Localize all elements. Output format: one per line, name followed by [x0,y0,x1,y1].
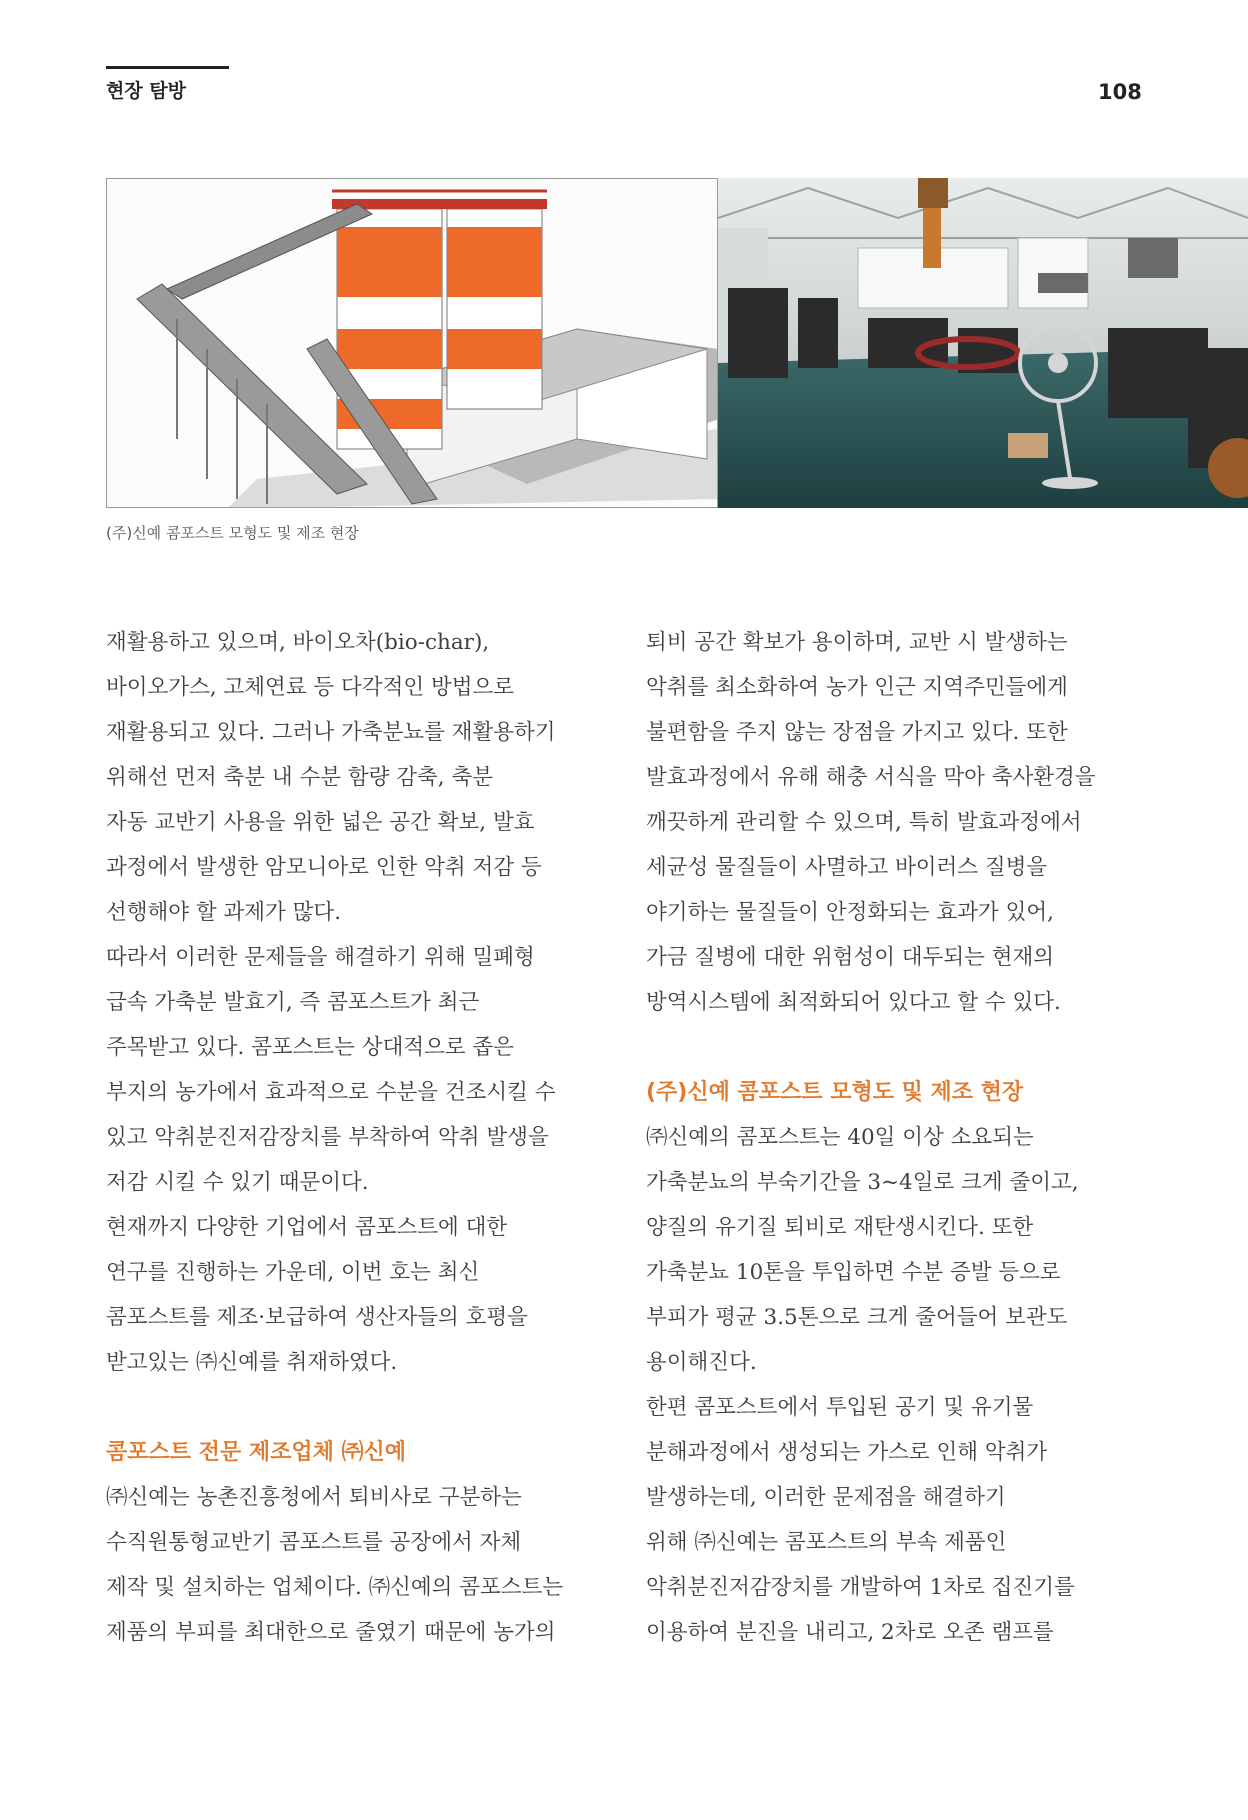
body-line: 현재까지 다양한 기업에서 콤포스트에 대한 [106,1215,508,1240]
section-label: 현장 탐방 [106,80,187,102]
body-line: 위해 ㈜신예는 콤포스트의 부속 제품인 [646,1530,1007,1555]
body-line: 불편함을 주지 않는 장점을 가지고 있다. 또한 [646,720,1068,745]
body-line: 한편 콤포스트에서 투입된 공기 및 유기물 [646,1395,1034,1420]
body-line: 부지의 농가에서 효과적으로 수분을 건조시킬 수 [106,1080,556,1105]
body-line: 양질의 유기질 퇴비로 재탄생시킨다. 또한 [646,1215,1034,1240]
body-line: 과정에서 발생한 암모니아로 인한 악취 저감 등 [106,855,542,880]
figure-caption: (주)신예 콤포스트 모형도 및 제조 현장 [106,524,359,542]
body-line: 있고 악취분진저감장치를 부착하여 악취 발생을 [106,1125,549,1150]
body-line: 콤포스트를 제조·보급하여 생산자들의 호평을 [106,1305,528,1330]
body-line: 이용하여 분진을 내리고, 2차로 오존 램프를 [646,1620,1054,1645]
body-line: ㈜신예는 농촌진흥청에서 퇴비사로 구분하는 [106,1485,522,1510]
compost-model-image [106,178,718,508]
body-line: 재활용하고 있으며, 바이오차(bio-char), [106,630,490,655]
body-line: 가축분뇨의 부숙기간을 3~4일로 크게 줄이고, [646,1170,1079,1195]
body-line: 제작 및 설치하는 업체이다. ㈜신예의 콤포스트는 [106,1575,564,1600]
body-line: 깨끗하게 관리할 수 있으며, 특히 발효과정에서 [646,810,1082,835]
body-line: 선행해야 할 과제가 많다. [106,900,342,925]
section-heading-right: (주)신예 콤포스트 모형도 및 제조 현장 [646,1080,1024,1105]
body-line: 주목받고 있다. 콤포스트는 상대적으로 좁은 [106,1035,515,1060]
body-line: 발생하는데, 이러한 문제점을 해결하기 [646,1485,1006,1510]
body-line: 저감 시킬 수 있기 때문이다. [106,1170,369,1195]
body-line: 가금 질병에 대한 위험성이 대두되는 현재의 [646,945,1055,970]
body-line: ㈜신예의 콤포스트는 40일 이상 소요되는 [646,1125,1034,1150]
left-column [106,620,616,1655]
body-line: 가축분뇨 10톤을 투입하면 수분 증발 등으로 [646,1260,1061,1285]
page-number: 108 [1098,80,1142,104]
body-line: 퇴비 공간 확보가 용이하며, 교반 시 발생하는 [646,630,1068,655]
right-column [646,620,1156,1655]
body-line: 부피가 평균 3.5톤으로 크게 줄어들어 보관도 [646,1305,1068,1330]
body-line: 용이해진다. [646,1350,757,1375]
section-heading-left: 콤포스트 전문 제조업체 ㈜신예 [106,1440,407,1465]
figure [106,178,1248,508]
body-line: 수직원통형교반기 콤포스트를 공장에서 자체 [106,1530,522,1555]
body-line: 위해선 먼저 축분 내 수분 함량 감축, 축분 [106,765,493,790]
body-line: 받고있는 ㈜신예를 취재하였다. [106,1350,398,1375]
body-line: 발효과정에서 유해 해충 서식을 막아 축사환경을 [646,765,1096,790]
body-line: 방역시스템에 최적화되어 있다고 할 수 있다. [646,990,1061,1015]
body-line: 급속 가축분 발효기, 즉 콤포스트가 최근 [106,990,480,1015]
body-line: 제품의 부피를 최대한으로 줄였기 때문에 농가의 [106,1620,556,1645]
body-line: 따라서 이러한 문제들을 해결하기 위해 밀폐형 [106,945,535,970]
body-line: 야기하는 물질들이 안정화되는 효과가 있어, [646,900,1055,925]
body-line: 악취를 최소화하여 농가 인근 지역주민들에게 [646,675,1068,700]
body-line: 재활용되고 있다. 그러나 가축분뇨를 재활용하기 [106,720,556,745]
body-line: 자동 교반기 사용을 위한 넓은 공간 확보, 발효 [106,810,535,835]
factory-photo [718,178,1248,508]
body-line: 분해과정에서 생성되는 가스로 인해 악취가 [646,1440,1048,1465]
body-line: 연구를 진행하는 가운데, 이번 호는 최신 [106,1260,480,1285]
body-line: 바이오가스, 고체연료 등 다각적인 방법으로 [106,675,515,700]
body-line: 악취분진저감장치를 개발하여 1차로 집진기를 [646,1575,1075,1600]
header-rule [106,66,229,69]
body-line: 세균성 물질들이 사멸하고 바이러스 질병을 [646,855,1048,880]
